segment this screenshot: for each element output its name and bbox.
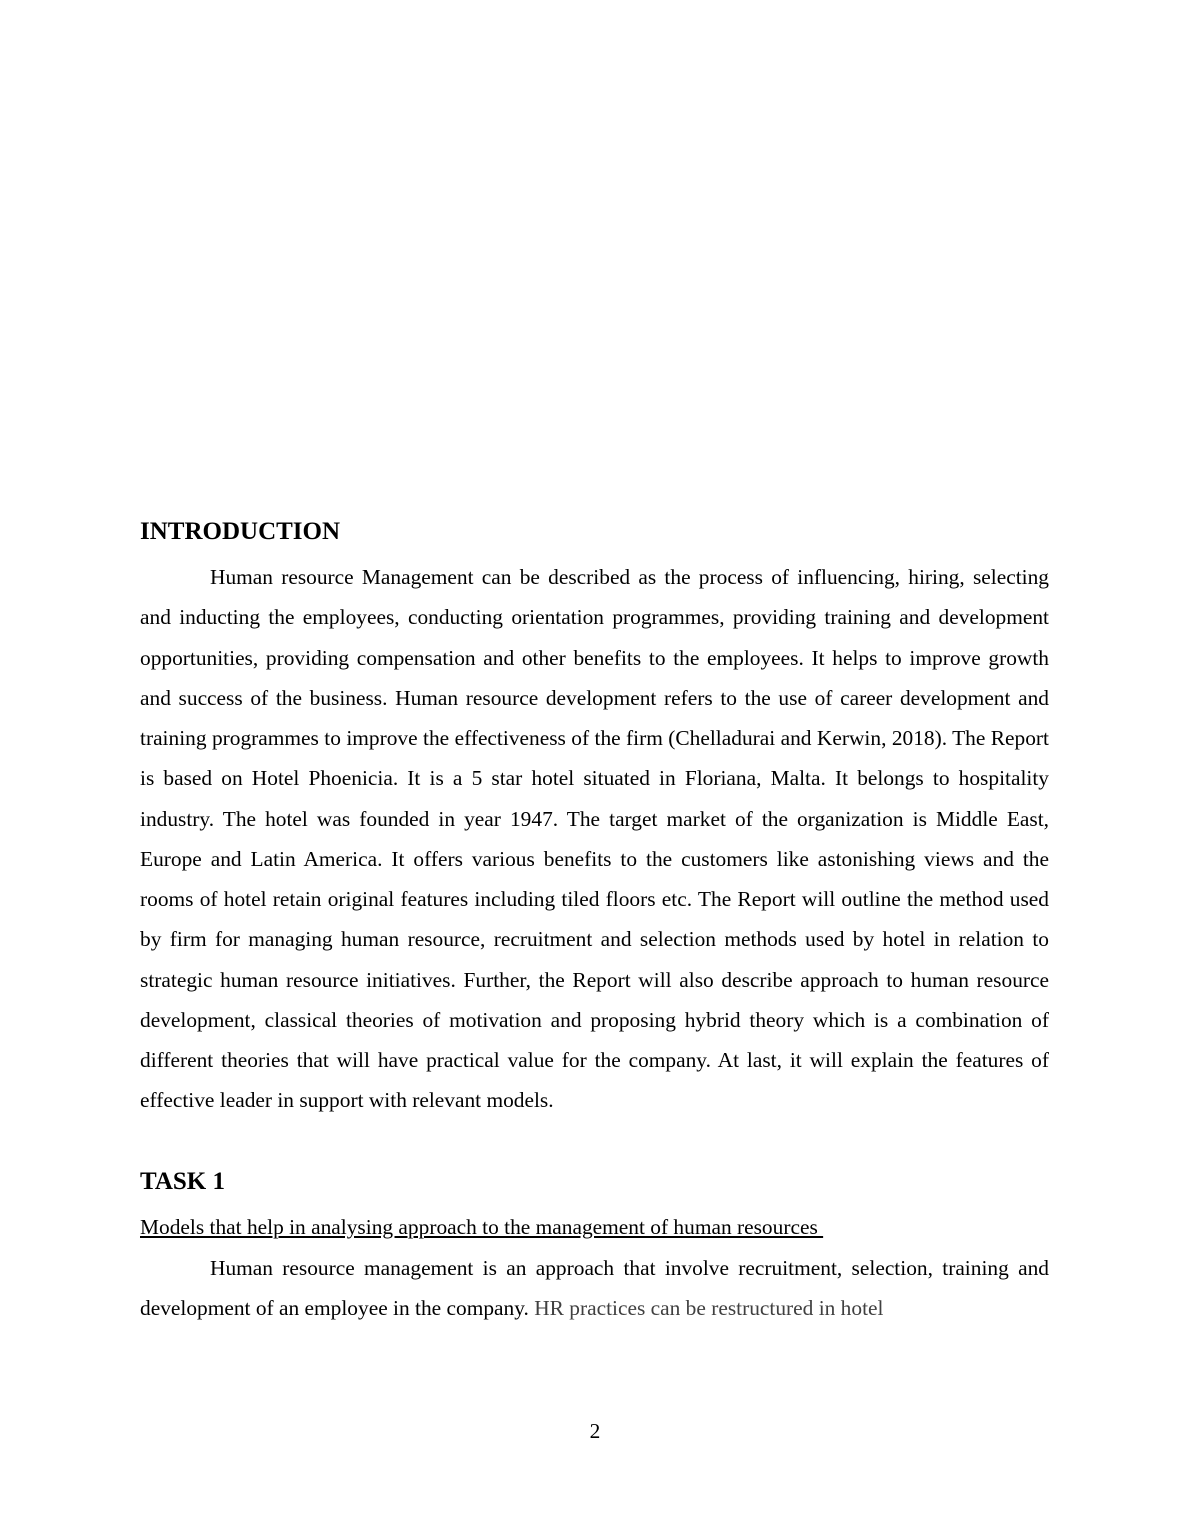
- task1-paragraph: [140, 1248, 1049, 1329]
- introduction-paragraph: Human resource Management can be described as the process of influencing, hiring, selecting and inducting the employees, conducting orientation programmes, providing training and development opportunities, providing compensation and other benefits to the employees. It helps to improve growth and success of the business. Human resource development refers to the use of career development and training programmes to improve the effectiveness of the firm (Chelladurai and Kerwin, 2018). The Report is based on Hotel Phoenicia. It is a 5 star hotel situated in Floriana, Malta. It belongs to hospitality industry. The hotel was founded in year 1947. The target market of the organization is Middle East, Europe and Latin America. It offers various benefits to the customers like astonishing views and the rooms of hotel retain original features including tiled floors etc. The Report will outline the method used by firm for managing human resource, recruitment and selection methods used by hotel in relation to strategic human resource initiatives. Further, the Report will also describe approach to human resource development, classical theories of motivation and proposing hybrid theory which is a combination of different theories that will have practical value for the company. At last, it will explain the features of effective leader in support with relevant models.: [140, 565, 1049, 1113]
- task1-paragraph-text: Human resource management is an approach that involve recruitment, selection, training and development of an employee in the company.: [140, 1256, 1049, 1321]
- task1-heading: TASK 1: [140, 1168, 225, 1195]
- page-number: 2: [589, 1419, 601, 1443]
- task1-subheading: Models that help in analysing approach to the management of human resources: [140, 1215, 824, 1239]
- introduction-heading: INTRODUCTION: [140, 518, 341, 545]
- task1-paragraph-continued-text: HR practices can be restructured in hotel: [534, 1296, 884, 1321]
